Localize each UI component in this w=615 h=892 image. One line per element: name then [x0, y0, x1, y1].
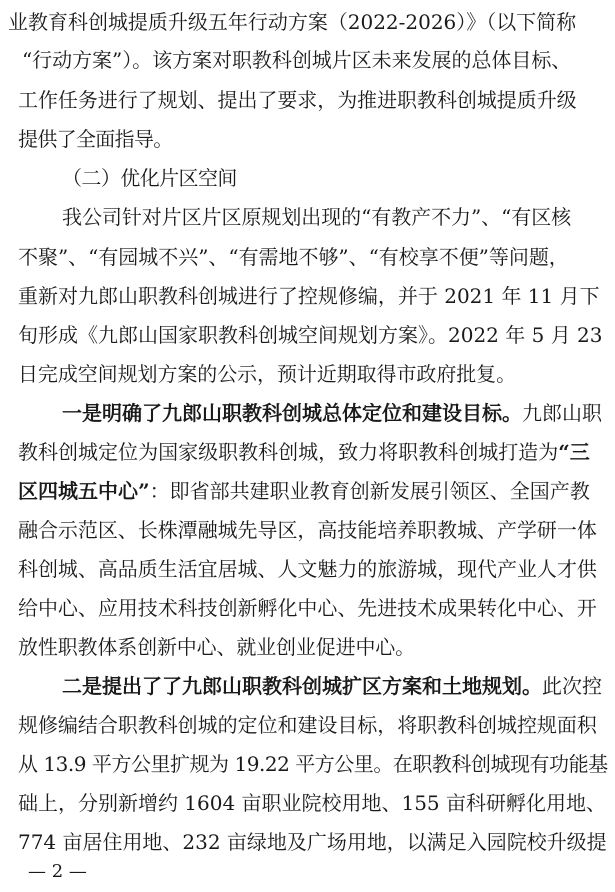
- text-line: 工作任务进行了规划、提出了要求，为推进职教科创城提质升级: [18, 88, 577, 112]
- text-line: [18, 438, 615, 466]
- text-line: [62, 672, 615, 700]
- text-line: 提供了全面指导。: [18, 127, 173, 151]
- text-line: 础上，分别新增约 1604 亩职业院校用地、155 亩科研孵化用地、: [18, 791, 606, 815]
- text-span: ：即省部共建职业教育创新发展引领区、全国产教: [149, 479, 590, 503]
- bold-lead: 一是明确了九郎山职教科创城总体定位和建设目标。: [62, 401, 522, 425]
- text-line: [18, 477, 615, 505]
- text-span: 九郎山职: [522, 401, 602, 425]
- text-line: 从 13.9 平方公里扩规为 19.22 平方公里。在职教科创城现有功能基: [18, 752, 608, 776]
- page-number: — 2 —: [28, 861, 87, 882]
- bold-lead: 区四城五中心”: [18, 479, 150, 503]
- bold-lead: 二是提出了了九郎山职教科创城扩区方案和土地规划。: [62, 674, 542, 698]
- text-line: 不聚”、“有园城不兴”、“有需地不够”、“有校享不便”等问题，: [18, 245, 569, 269]
- text-line: 日完成空间规划方案的公示，预计近期取得市政府批复。: [18, 362, 516, 386]
- text-span: 此次控: [542, 674, 602, 698]
- text-span: 教科创城定位为国家级职教科创城，致力将职教科创城打造为: [18, 440, 559, 464]
- text-line: “行动方案”）。该方案对职教科创城片区未来发展的总体目标、: [22, 48, 572, 72]
- text-line: 业教育科创城提质升级五年行动方案（2022-2026）》（以下简称: [8, 10, 577, 34]
- bold-lead: “三: [558, 440, 590, 464]
- text-line: 给中心、应用技术科技创新孵化中心、先进技术成果转化中心、开: [18, 596, 597, 620]
- text-line: 我公司针对片区片区原规划出现的“有教产不力”、“有区核: [62, 205, 572, 229]
- text-line: 旬形成《九郎山国家职教科创城空间规划方案》。2022 年 5 月 23: [18, 323, 603, 347]
- text-line: 放性职教体系创新中心、就业创业促进中心。: [18, 635, 415, 659]
- text-line: 规修编结合职教科创城的定位和建设目标，将职教科创城控规面积: [18, 713, 597, 737]
- text-line: 重新对九郎山职教科创城进行了控规修编，并于 2021 年 11 月下: [18, 284, 600, 308]
- text-line: [62, 399, 615, 427]
- section-heading: （二）优化片区空间: [62, 166, 237, 190]
- text-line: 774 亩居住用地、232 亩绿地及广场用地，以满足入园院校升级提: [18, 830, 607, 854]
- text-line: 科创城、高品质生活宜居城、人文魅力的旅游城，现代产业人才供: [18, 557, 597, 581]
- text-line: 融合示范区、长株潭融城先导区，高技能培养职教城、产学研一体: [18, 518, 597, 542]
